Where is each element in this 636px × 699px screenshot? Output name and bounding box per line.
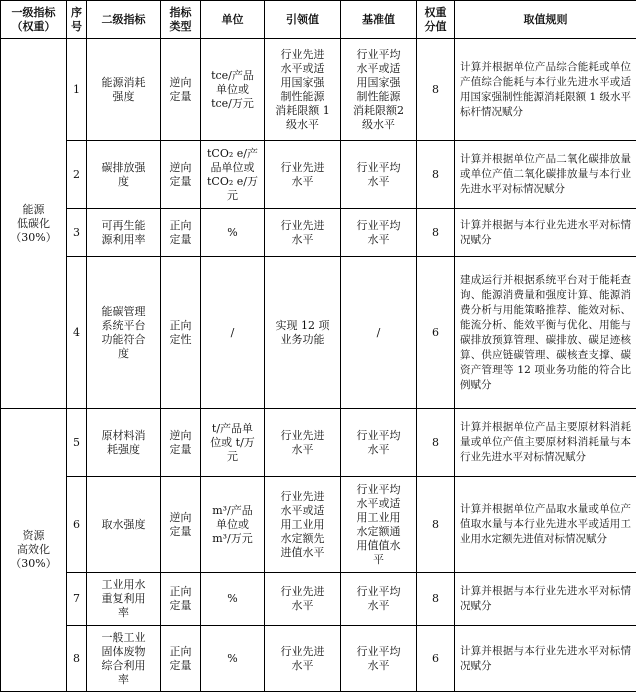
row-unit: tCO₂ e/产 品单位或 tCO₂ e/万 元 — [201, 141, 265, 209]
row-rule: 计算并根据单位产品取水量或单位产值取水量与本行业先进水平或适用工业用水定额先进值对标情况赋分 — [455, 477, 636, 573]
row-seq: 6 — [67, 477, 87, 573]
row-base: 行业平均 水平 — [341, 409, 417, 477]
row-type: 逆向 定量 — [161, 141, 201, 209]
row-unit: / — [201, 257, 265, 409]
row-indicator: 碳排放强 度 — [87, 141, 161, 209]
row-seq: 5 — [67, 409, 87, 477]
row-weight: 8 — [417, 209, 455, 257]
row-base: 行业平均 水平或适 用工业用 水定额通 用值值水 平 — [341, 477, 417, 573]
row-type: 正向 定量 — [161, 626, 201, 692]
row-rule: 建成运行并根据系统平台对于能耗查询、能源消费量和强度计算、能源消费分析与用能策略推荐、能效对标、能流分析、能效平衡与优化、用能与碳排放预算管理、碳排放、碳足迹核算、供应链碳管理、碳核查支撑、碳资产管理等 12 项业务功能的符合比例赋分 — [455, 257, 636, 409]
row-base: 行业平均 水平或适 用国家强 制性能源 消耗限额2 级水平 — [341, 39, 417, 141]
table-row — [1, 141, 636, 209]
row-lead: 行业先进 水平或适 用国家强 制性能源 消耗限额 1 级水平 — [265, 39, 341, 141]
row-unit: tce/产品 单位或 tce/万元 — [201, 39, 265, 141]
header-type: 指标 类型 — [161, 1, 201, 39]
row-weight: 6 — [417, 257, 455, 409]
row-indicator: 原材料消 耗强度 — [87, 409, 161, 477]
row-base: 行业平均 水平 — [341, 209, 417, 257]
row-seq: 2 — [67, 141, 87, 209]
row-weight: 6 — [417, 626, 455, 692]
row-indicator: 能源消耗 强度 — [87, 39, 161, 141]
row-lead: 行业先进 水平 — [265, 409, 341, 477]
row-lead: 行业先进 水平 — [265, 209, 341, 257]
row-lead: 行业先进 水平或适 用工业用 水定额先 进值水平 — [265, 477, 341, 573]
row-weight: 8 — [417, 141, 455, 209]
row-seq: 4 — [67, 257, 87, 409]
row-weight: 8 — [417, 477, 455, 573]
row-weight: 8 — [417, 409, 455, 477]
row-lead: 行业先进 水平 — [265, 573, 341, 626]
row-seq: 8 — [67, 626, 87, 692]
row-base: 行业平均 水平 — [341, 626, 417, 692]
row-unit: m³/产品 单位或 m³/万元 — [201, 477, 265, 573]
row-rule: 计算并根据单位产品综合能耗或单位产值综合能耗与本行业先进水平或适用国家强制性能源消耗限额 1 级水平标杆情况赋分 — [455, 39, 636, 141]
header-unit: 单位 — [201, 1, 265, 39]
group-name-resource: 资源 高效化 （30%） — [1, 409, 67, 692]
header-rule: 取值规则 — [455, 1, 636, 39]
header-row — [1, 1, 636, 39]
row-type: 逆向 定量 — [161, 39, 201, 141]
row-weight: 8 — [417, 573, 455, 626]
row-base: 行业平均 水平 — [341, 141, 417, 209]
header-lead: 引领值 — [265, 1, 341, 39]
row-type: 逆向 定量 — [161, 409, 201, 477]
header-level2: 二级指标 — [87, 1, 161, 39]
row-rule: 计算并根据与本行业先进水平对标情况赋分 — [455, 573, 636, 626]
table-row — [1, 209, 636, 257]
table-row — [1, 39, 636, 141]
row-rule: 计算并根据与本行业先进水平对标情况赋分 — [455, 209, 636, 257]
row-unit: % — [201, 209, 265, 257]
row-indicator: 能碳管理 系统平台 功能符合 度 — [87, 257, 161, 409]
row-rule: 计算并根据单位产品主要原材料消耗量或单位产值主要原材料消耗量与本行业先进水平对标情况赋分 — [455, 409, 636, 477]
row-lead: 行业先进 水平 — [265, 626, 341, 692]
table-row — [1, 477, 636, 573]
row-base: / — [341, 257, 417, 409]
row-type: 正向 定量 — [161, 573, 201, 626]
row-type: 正向 定性 — [161, 257, 201, 409]
group-name-energy: 能源 低碳化 （30%） — [1, 39, 67, 409]
row-unit: t/产品单 位或 t/万 元 — [201, 409, 265, 477]
row-type: 正向 定量 — [161, 209, 201, 257]
header-base: 基准值 — [341, 1, 417, 39]
row-rule: 计算并根据与本行业先进水平对标情况赋分 — [455, 626, 636, 692]
row-weight: 8 — [417, 39, 455, 141]
row-seq: 3 — [67, 209, 87, 257]
row-seq: 1 — [67, 39, 87, 141]
row-unit: % — [201, 573, 265, 626]
row-indicator: 工业用水 重复利用 率 — [87, 573, 161, 626]
row-type: 逆向 定量 — [161, 477, 201, 573]
row-lead: 实现 12 项 业务功能 — [265, 257, 341, 409]
row-indicator: 可再生能 源利用率 — [87, 209, 161, 257]
table-row — [1, 409, 636, 477]
table-row — [1, 257, 636, 409]
row-indicator: 一般工业 固体废物 综合利用 率 — [87, 626, 161, 692]
table-row — [1, 626, 636, 692]
row-unit: % — [201, 626, 265, 692]
header-seq: 序 号 — [67, 1, 87, 39]
row-lead: 行业先进 水平 — [265, 141, 341, 209]
row-indicator: 取水强度 — [87, 477, 161, 573]
table-row — [1, 573, 636, 626]
header-level1: 一级指标 （权重） — [1, 1, 67, 39]
row-seq: 7 — [67, 573, 87, 626]
row-base: 行业平均 水平 — [341, 573, 417, 626]
header-weight: 权重 分值 — [417, 1, 455, 39]
row-rule: 计算并根据单位产品二氧化碳排放量或单位产值二氧化碳排放量与本行业先进水平对标情况赋分 — [455, 141, 636, 209]
